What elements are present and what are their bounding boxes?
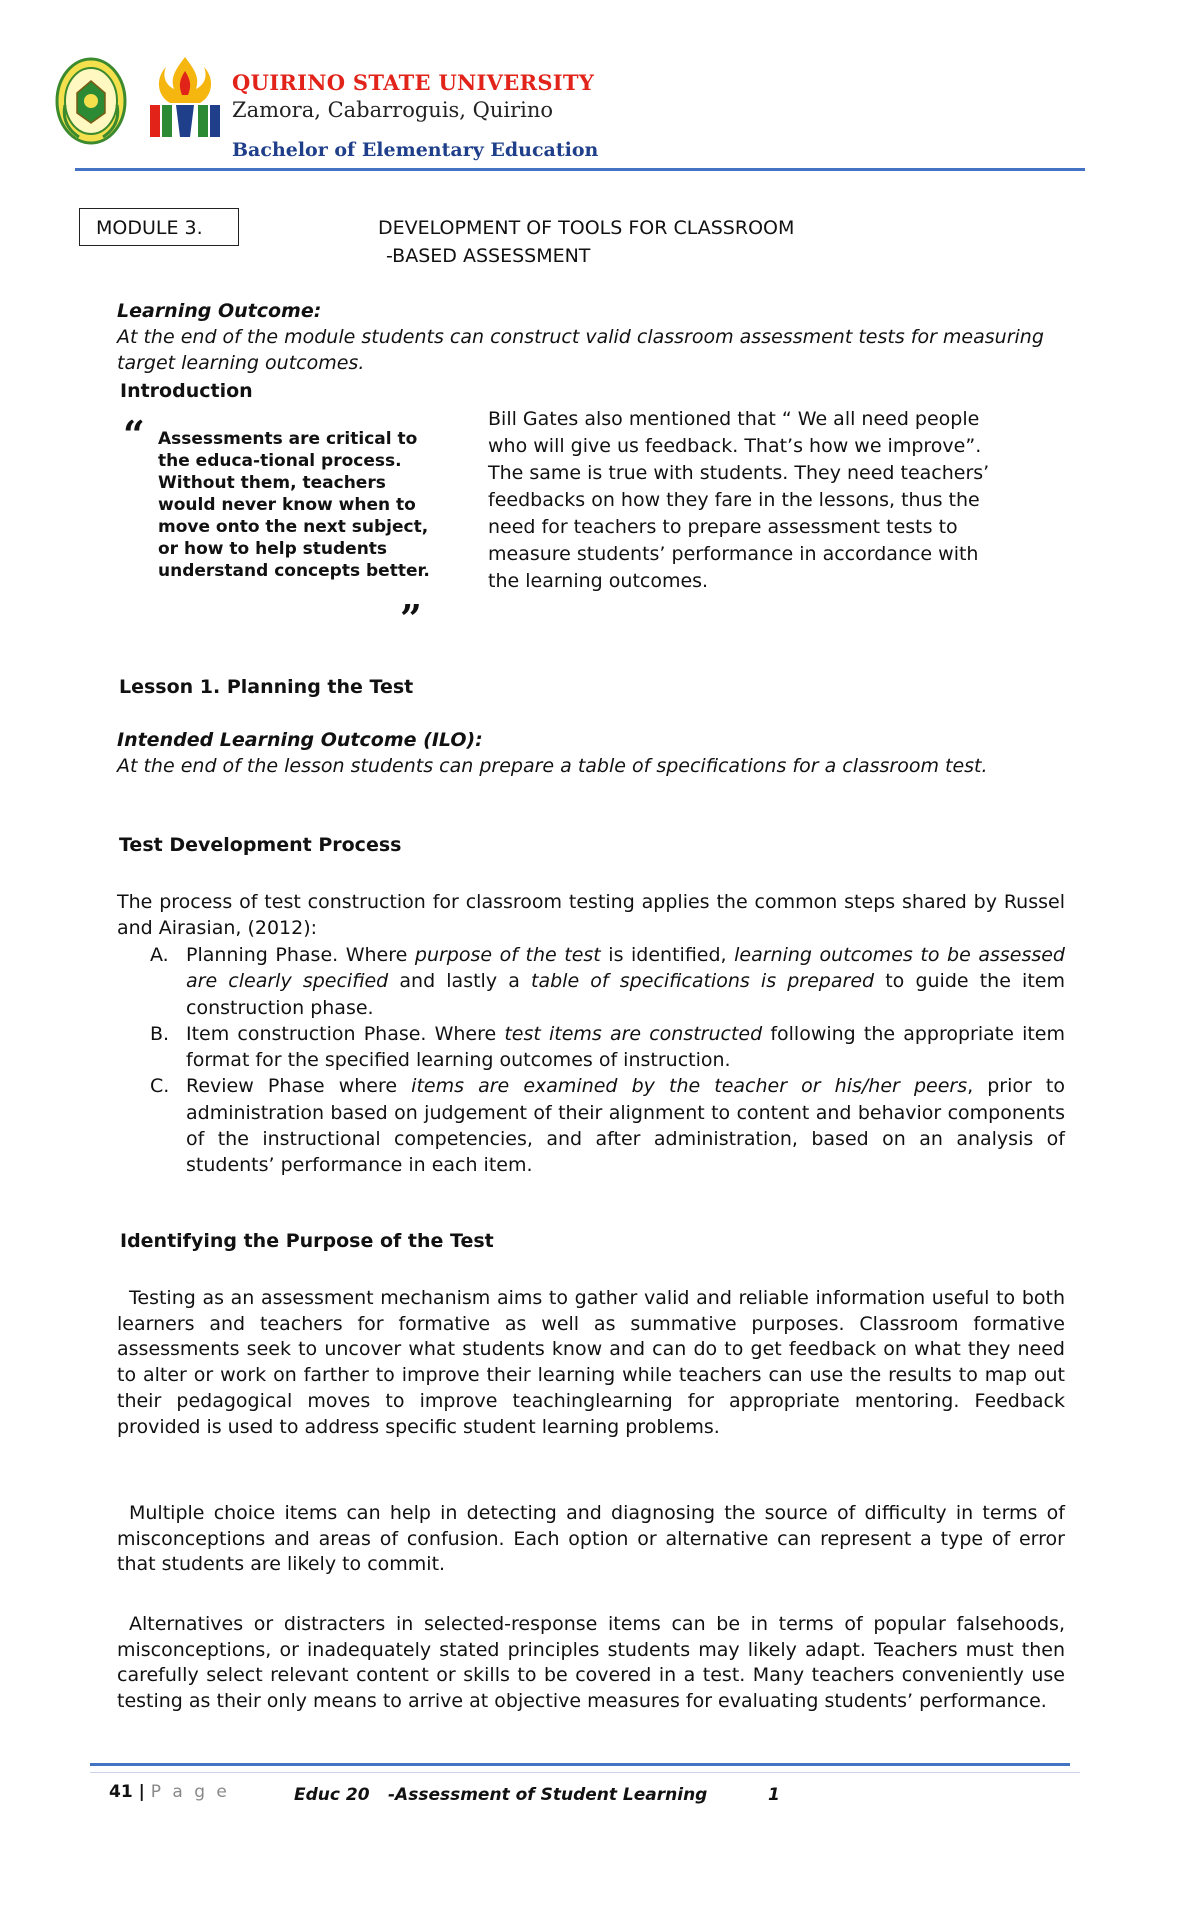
ilo-heading: Intended Learning Outcome (ILO): — [117, 729, 483, 751]
list-marker: A. — [150, 944, 169, 966]
learning-outcome-heading: Learning Outcome: — [117, 300, 322, 322]
page-number: 41 | P a g e — [109, 1782, 230, 1802]
module-title-line-1: DEVELOPMENT OF TOOLS FOR CLASSROOM — [378, 217, 795, 239]
list-item: B. Item construction Phase. Where test items are constructed following the appropriate item format for the specified learning outcomes of instruction. — [150, 1022, 1065, 1072]
test-development-intro: The process of test construction for classroom testing applies the common steps shared by Russel and Airasian, (2012): — [117, 891, 1065, 939]
lesson-heading: Lesson 1. Planning the Test — [119, 676, 414, 698]
introduction-text: Bill Gates also mentioned that “ We all need people who will give us feedback. That’s how we improve”. The same is true with students. They need teachers’ feedbacks on how they fare in the lessons, thus the need for teachers to prepare assessment tests to measure students’ performance in accordance with the learning outcomes. — [488, 408, 990, 592]
purpose-paragraph-1: Testing as an assessment mechanism aims to gather valid and reliable information useful to both learners and teachers for formative as well as summative purposes. Classroom formative assessments seek to uncover what students know and can do to get feedback on what they need to alter or work on farther to improve their learning while teachers can use the results to map out their pedagogical moves to improve teachinglearning for appropriate mentoring. Feedback provided is used to address specific student learning problems. — [117, 1287, 1065, 1438]
footer-divider-thin — [90, 1772, 1080, 1773]
list-marker: C. — [150, 1075, 170, 1098]
test-phase-list — [150, 942, 1065, 1179]
footer-course-code: Educ 20 — [294, 1785, 370, 1805]
program-name: Bachelor of Elementary Education — [232, 139, 599, 161]
module-title — [378, 214, 794, 270]
module-label-box: MODULE 3. — [79, 208, 239, 246]
test-development-heading: Test Development Process — [119, 834, 402, 856]
intro-quote: Assessments are critical to the educa-tional process. Without them, teachers would never know when to move onto the next subject, or how to help students understand concepts better. — [158, 429, 430, 581]
purpose-paragraph-2: Multiple choice items can help in detecting and diagnosing the source of difficulty in terms of misconceptions and areas of confusion. Each option or alternative can represent a type of error that students are likely to commit. — [117, 1502, 1065, 1576]
university-seal-icon — [55, 55, 127, 151]
list-item: A. Planning Phase. Where purpose of the test is identified, learning outcomes to be assessed are clearly specified and lastly a table of specifications is prepared to guide the item construction phase. — [150, 944, 1065, 1019]
university-name: QUIRINO STATE UNIVERSITY — [232, 70, 595, 95]
purpose-paragraph-3: Alternatives or distracters in selected-response items can be in terms of popular falsehoods, misconceptions, or inadequately stated principles students may likely adapt. Teachers must then carefully select relevant content or skills to be covered in a test. Many teachers conveniently use testing as their only means to arrive at objective measures for evaluating students’ performance. — [117, 1613, 1065, 1713]
learning-outcome-text: At the end of the module students can construct valid classroom assessment tests for measuring target learning outcomes. — [117, 326, 1044, 374]
list-marker: B. — [150, 1022, 170, 1045]
purpose-heading: Identifying the Purpose of the Test — [120, 1230, 494, 1252]
footer-divider — [90, 1763, 1070, 1766]
list-item: C. Review Phase where items are examined by the teacher or his/her peers, prior to administration based on judgement of their alignment to content and behavior components of the instructional competencies, and after administration, based on an analysis of students’ performance in each item. — [150, 1075, 1065, 1177]
footer-course-title: -Assessment of Student Learning — [388, 1785, 708, 1805]
introduction-heading: Introduction — [120, 380, 253, 402]
module-title-line-2: -BASED ASSESSMENT — [386, 245, 591, 267]
torch-logo-icon — [146, 55, 224, 141]
quote-close-mark: ” — [400, 596, 422, 641]
ilo-text: At the end of the lesson students can prepare a table of specifications for a classroom test. — [117, 755, 988, 777]
header-divider — [75, 168, 1085, 171]
quote-open-mark: “ — [123, 412, 145, 457]
footer-module-number: 1 — [768, 1785, 780, 1805]
university-address: Zamora, Cabarroguis, Quirino — [232, 98, 554, 122]
